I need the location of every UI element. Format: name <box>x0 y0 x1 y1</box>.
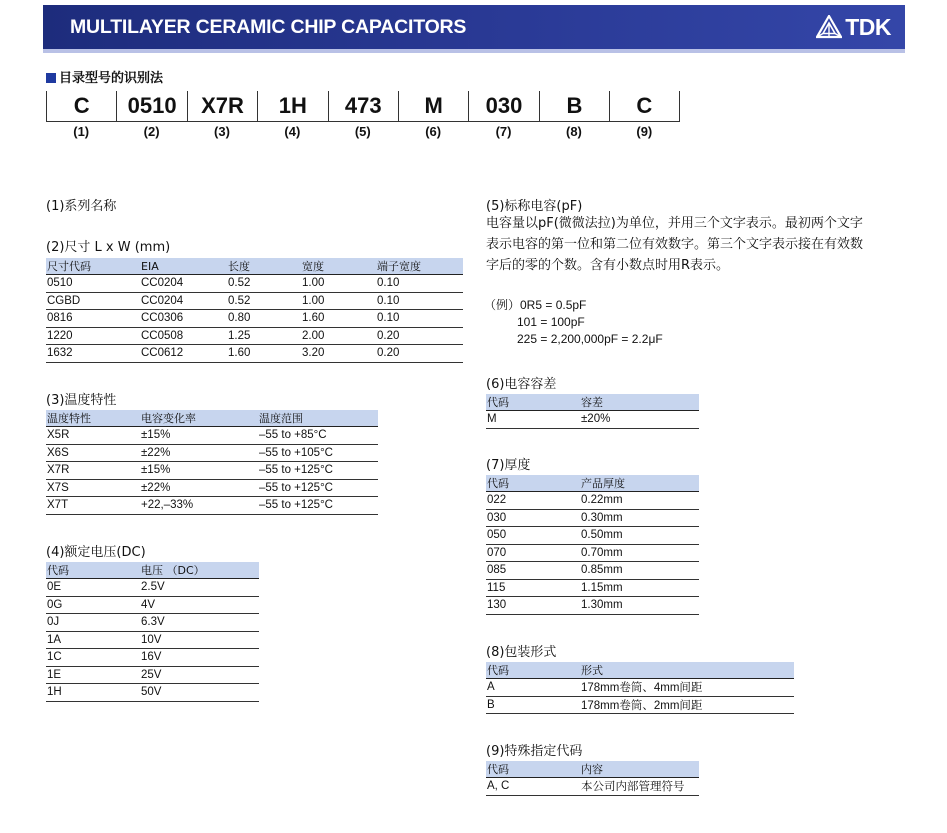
code-cell: 030 <box>468 91 538 121</box>
example-line: 225 = 2,200,000pF = 2.2μF <box>517 332 663 346</box>
table-row <box>486 778 699 796</box>
table-cell: ±22% <box>140 479 258 497</box>
table-header-row <box>486 662 794 679</box>
table-cell: 130 <box>486 597 580 615</box>
thickness-table <box>486 475 699 615</box>
table-cell: 1.60 <box>227 345 301 363</box>
table-row <box>486 679 794 697</box>
table-row <box>46 666 259 684</box>
special-table <box>486 761 699 796</box>
table-cell: –55 to +85°C <box>258 427 378 445</box>
table-row <box>486 696 794 714</box>
table-cell: 178mm卷筒、2mm间距 <box>580 696 794 714</box>
table-cell: ±20% <box>580 411 699 429</box>
column-header: 端子宽度 <box>376 258 463 275</box>
table-cell: 0510 <box>46 275 140 293</box>
table-cell: 50V <box>140 684 259 702</box>
table-cell: 25V <box>140 666 259 684</box>
table-cell: CC0508 <box>140 327 227 345</box>
table-row <box>486 544 699 562</box>
table-header-row <box>486 394 699 411</box>
capacitance-examples <box>484 297 663 348</box>
table-cell: 2.5V <box>140 579 259 597</box>
table-cell: 0J <box>46 614 140 632</box>
table-cell: 0.10 <box>376 275 463 293</box>
table-row <box>46 649 259 667</box>
table-row <box>46 310 463 328</box>
table-row <box>46 614 259 632</box>
table-cell: B <box>486 696 580 714</box>
table-cell: 10V <box>140 631 259 649</box>
voltage-title: (4)额定电压(DC) <box>46 545 146 560</box>
code-index: (1) <box>73 124 90 139</box>
series-title: (1)系列名称 <box>46 199 117 214</box>
tdk-triangle-logo-icon <box>816 15 842 39</box>
column-header: 代码 <box>486 475 580 492</box>
column-header: 代码 <box>486 662 580 679</box>
code-cell: M <box>398 91 468 121</box>
table-cell: 2.00 <box>301 327 376 345</box>
table-cell: 0.10 <box>376 292 463 310</box>
table-header-row <box>486 475 699 492</box>
size-title: (2)尺寸 L x W (mm) <box>46 240 171 255</box>
table-row <box>486 562 699 580</box>
code-index: (5) <box>354 124 371 139</box>
column-header: 温度特性 <box>46 410 140 427</box>
code-cell: C <box>609 91 679 121</box>
table-row <box>486 579 699 597</box>
table-cell: +22,–33% <box>140 497 258 515</box>
code-index: (8) <box>565 124 582 139</box>
table-cell: ±15% <box>140 462 258 480</box>
square-bullet-icon <box>46 73 56 83</box>
packaging-table <box>486 662 794 714</box>
table-row <box>46 275 463 293</box>
table-cell: 1.25 <box>227 327 301 345</box>
size-table <box>46 258 463 363</box>
table-cell: –55 to +125°C <box>258 479 378 497</box>
table-cell: 1C <box>46 649 140 667</box>
table-cell: A <box>486 679 580 697</box>
table-cell: CC0612 <box>140 345 227 363</box>
table-cell: 178mm卷筒、4mm间距 <box>580 679 794 697</box>
table-row <box>46 684 259 702</box>
table-cell: 1220 <box>46 327 140 345</box>
table-cell: –55 to +125°C <box>258 462 378 480</box>
table-row <box>46 631 259 649</box>
description-line: 表示电容的第一位和第二位有效数字。第三个文字表示接在有效数 <box>486 237 864 252</box>
table-cell: X7T <box>46 497 140 515</box>
table-cell: 0E <box>46 579 140 597</box>
table-cell: 0.80 <box>227 310 301 328</box>
table-cell: 085 <box>486 562 580 580</box>
column-header: 长度 <box>227 258 301 275</box>
part-number-code-row <box>46 91 680 122</box>
column-header: 尺寸代码 <box>46 258 140 275</box>
table-cell: 050 <box>486 527 580 545</box>
code-cell: X7R <box>187 91 257 121</box>
column-header: EIA <box>140 258 227 275</box>
column-header: 电压 （DC） <box>140 562 259 579</box>
table-cell: 070 <box>486 544 580 562</box>
table-cell: 1A <box>46 631 140 649</box>
brand-logo <box>816 14 891 40</box>
column-header: 内容 <box>580 761 699 778</box>
table-cell: ±22% <box>140 444 258 462</box>
table-row <box>46 497 378 515</box>
identification-heading: 目录型号的识别法 <box>46 67 163 86</box>
table-row <box>46 596 259 614</box>
column-header: 产品厚度 <box>580 475 699 492</box>
table-cell: 0.85mm <box>580 562 699 580</box>
temperature-table <box>46 410 378 515</box>
special-title: (9)特殊指定代码 <box>486 744 583 759</box>
table-cell: 4V <box>140 596 259 614</box>
column-header: 温度范围 <box>258 410 378 427</box>
table-cell: 1.15mm <box>580 579 699 597</box>
logo-text: TDK <box>845 13 891 40</box>
code-cell: C <box>46 91 116 121</box>
table-cell: CC0204 <box>140 292 227 310</box>
table-cell: 0.10 <box>376 310 463 328</box>
packaging-title: (8)包装形式 <box>486 645 557 660</box>
tolerance-title: (6)电容容差 <box>486 377 557 392</box>
table-cell: 0.20 <box>376 327 463 345</box>
table-cell: 1.00 <box>301 292 376 310</box>
table-cell: CC0306 <box>140 310 227 328</box>
column-header: 宽度 <box>301 258 376 275</box>
part-number-index-row <box>46 124 680 139</box>
description-line: 字后的零的个数。含有小数点时用R表示。 <box>486 258 730 273</box>
voltage-table <box>46 562 259 702</box>
table-cell: 0.52 <box>227 292 301 310</box>
table-header-row <box>486 761 699 778</box>
table-cell: ±15% <box>140 427 258 445</box>
table-header-row <box>46 410 378 427</box>
table-cell: 0.50mm <box>580 527 699 545</box>
table-cell: 1.60 <box>301 310 376 328</box>
table-row <box>486 492 699 510</box>
table-cell: 本公司内部管理符号 <box>580 778 699 796</box>
table-row <box>46 579 259 597</box>
table-header-row <box>46 562 259 579</box>
table-cell: 0.22mm <box>580 492 699 510</box>
table-cell: –55 to +105°C <box>258 444 378 462</box>
table-cell: 0.30mm <box>580 509 699 527</box>
page-title: MULTILAYER CERAMIC CHIP CAPACITORS <box>70 16 467 38</box>
table-header-row <box>46 258 463 275</box>
table-cell: 1H <box>46 684 140 702</box>
table-row <box>486 509 699 527</box>
table-cell: 0G <box>46 596 140 614</box>
column-header: 形式 <box>580 662 794 679</box>
table-cell: 1E <box>46 666 140 684</box>
column-header: 容差 <box>580 394 699 411</box>
table-row <box>486 527 699 545</box>
table-cell: 1.00 <box>301 275 376 293</box>
table-cell: 022 <box>486 492 580 510</box>
code-index: (6) <box>425 124 442 139</box>
table-cell: 0816 <box>46 310 140 328</box>
code-cell: 0510 <box>116 91 186 121</box>
table-row <box>486 597 699 615</box>
code-cell: 473 <box>328 91 398 121</box>
table-cell: –55 to +125°C <box>258 497 378 515</box>
table-cell: X6S <box>46 444 140 462</box>
table-cell: X5R <box>46 427 140 445</box>
table-cell: 030 <box>486 509 580 527</box>
table-cell: 115 <box>486 579 580 597</box>
capacitance-title: (5)标称电容(pF) <box>486 199 583 214</box>
code-cell: 1H <box>257 91 327 121</box>
capacitance-description <box>486 213 863 276</box>
table-cell: X7S <box>46 479 140 497</box>
table-row <box>46 462 378 480</box>
table-cell: CC0204 <box>140 275 227 293</box>
column-header: 代码 <box>486 394 580 411</box>
code-index: (2) <box>143 124 160 139</box>
column-header: 代码 <box>46 562 140 579</box>
temperature-title: (3)温度特性 <box>46 393 117 408</box>
table-cell: 0.70mm <box>580 544 699 562</box>
thickness-title: (7)厚度 <box>486 458 531 473</box>
table-cell: 1632 <box>46 345 140 363</box>
table-row <box>46 292 463 310</box>
table-cell: 0.20 <box>376 345 463 363</box>
column-header: 代码 <box>486 761 580 778</box>
code-cell: B <box>539 91 609 121</box>
table-row <box>46 427 378 445</box>
table-cell: 6.3V <box>140 614 259 632</box>
table-cell: 1.30mm <box>580 597 699 615</box>
table-cell: 3.20 <box>301 345 376 363</box>
page-header <box>43 5 905 49</box>
table-row <box>46 327 463 345</box>
column-header: 电容变化率 <box>140 410 258 427</box>
table-cell: A, C <box>486 778 580 796</box>
code-index: (9) <box>636 124 653 139</box>
code-index: (4) <box>284 124 301 139</box>
table-row <box>486 411 699 429</box>
example-line: （例）0R5 = 0.5pF <box>484 298 587 312</box>
table-row <box>46 444 378 462</box>
table-cell: 16V <box>140 649 259 667</box>
example-line: 101 = 100pF <box>517 315 585 329</box>
code-index: (3) <box>214 124 230 139</box>
table-cell: M <box>486 411 580 429</box>
code-index: (7) <box>495 124 512 139</box>
table-row <box>46 345 463 363</box>
description-line: 电容量以pF(微微法拉)为单位，并用三个文字表示。最初两个文字 <box>486 216 863 231</box>
tolerance-table <box>486 394 699 429</box>
table-cell: X7R <box>46 462 140 480</box>
table-row <box>46 479 378 497</box>
table-cell: CGBD <box>46 292 140 310</box>
table-cell: 0.52 <box>227 275 301 293</box>
